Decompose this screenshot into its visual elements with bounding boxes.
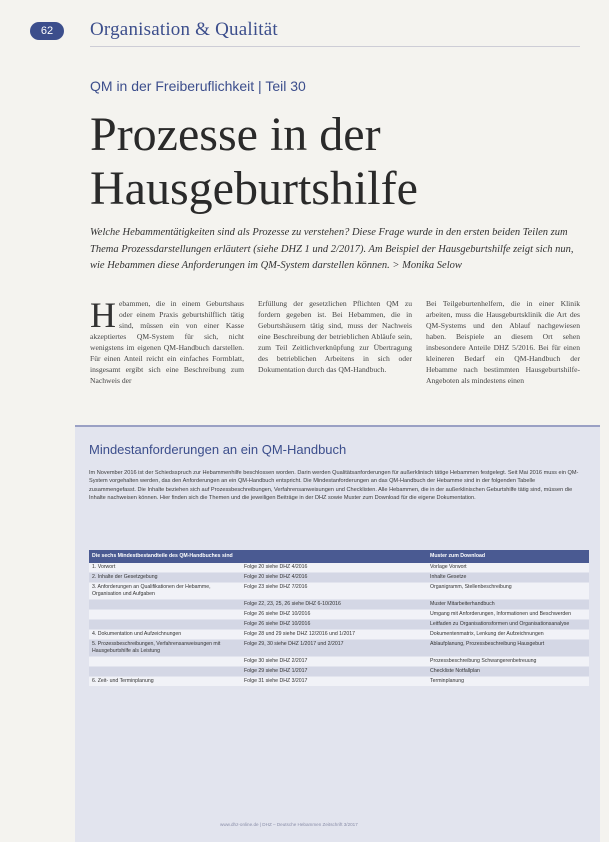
table-cell: Folge 30 siehe DHZ 2/2017: [241, 657, 427, 667]
column-3-text: Bei Teilgeburtenhelfern, die in einer Klinik arbeiten, muss die Hausgeburtsklinik die Art des QM-Systems und den Ablauf nachgewiesen haben. Beispiele an diesem Ort sehen insbesondere Anteile DHZ 5/2016. Bei für einen kleineren Bedarf ein QM-Handbuch der Hebamme nach bestimmten Hausgeburtshilfe-Angeboten als mindestens einen: [426, 299, 580, 385]
table-cell: 3. Anforderungen an Qualifikationen der Hebamme, Organisation und Aufgaben: [89, 583, 241, 600]
table-row: [89, 563, 589, 573]
info-box-rule: [75, 425, 600, 427]
table-cell: Checkliste Notfallplan: [427, 667, 589, 677]
table-cell: 6. Zeit- und Terminplanung: [89, 677, 241, 687]
body-column-2: [258, 298, 412, 386]
table-cell: Folge 28 und 29 siehe DHZ 12/2016 und 1/2017: [241, 630, 427, 640]
drop-cap: H: [90, 295, 116, 335]
table-cell: Folge 26 siehe DHZ 10/2016: [241, 620, 427, 630]
table-header-row: [89, 550, 589, 563]
table-row: [89, 657, 589, 667]
requirements-table: [89, 550, 589, 687]
table-row: [89, 677, 589, 687]
table-cell: Folge 22, 23, 25, 26 siehe DHZ 6-10/2016: [241, 600, 427, 610]
table-row: [89, 600, 589, 610]
table-row: [89, 640, 589, 657]
table-cell: Folge 20 siehe DHZ 4/2016: [241, 563, 427, 573]
column-2-text: Erfüllung der gesetzlichen Pflichten QM zu fordern gegeben ist. Bei Hebammen, die in Geburtshäusern tätig sind, muss der Nachweis eine Beschreibung der betrieblichen Abläufe sein, zum Teil Zeitlichverknüpfung zur Übertragung des betrieblichen Arbeitens in sich oder Dokumentation durch das QM-Handbuch.: [258, 299, 412, 374]
table-header-cell: Die sechs Mindestbestandteile des QM-Handbuches sind: [89, 550, 241, 563]
title-line-1: Prozesse in der: [90, 108, 381, 161]
table-cell: Folge 26 siehe DHZ 10/2016: [241, 610, 427, 620]
table-cell: Folge 29 siehe DHZ 1/2017: [241, 667, 427, 677]
body-column-3: [426, 298, 580, 386]
table-cell: Folge 23 siehe DHZ 7/2016: [241, 583, 427, 600]
info-box-title: Mindestanforderungen an ein QM-Handbuch: [89, 442, 347, 457]
table-header-cell: Muster zum Download: [427, 550, 589, 563]
table-cell: [89, 610, 241, 620]
table-row: [89, 620, 589, 630]
body-columns: [90, 295, 580, 386]
body-column-1: [90, 295, 244, 386]
table-cell: [89, 667, 241, 677]
series-kicker: QM in der Freiberuflichkeit | Teil 30: [90, 78, 306, 94]
table-cell: 1. Vorwort: [89, 563, 241, 573]
table-cell: Organigramm, Stellenbeschreibung: [427, 583, 589, 600]
table-cell: 2. Inhalte der Gesetzgebung: [89, 573, 241, 583]
table-cell: Folge 31 siehe DHZ 3/2017: [241, 677, 427, 687]
header-rule: [90, 46, 580, 47]
table-cell: Vorlage Vorwort: [427, 563, 589, 573]
table-row: [89, 583, 589, 600]
column-1-text: ebammen, die in einem Geburtshaus oder einem Praxis geburtshilflich tätig sind, müssen ein von einer Kasse akzeptiertes QM-System für sich, nicht wenigstens im eigenen QM-Handbuch darstellen. Für einen Anteil reicht ein einfaches Formblatt, insgesamt ergibt sich eine Beschreibung zum Nachweis der: [90, 299, 244, 385]
lead-paragraph: Welche Hebammentätigkeiten sind als Prozesse zu verstehen? Diese Frage wurde in den ersten beiden Teilen zum Thema Prozessdarstellungen erläutert (siehe DHZ 1 und 2/2017). Am Beispiel der Hausgeburtshilfe zeigt sich nun, wie Hebammen diese Anforderungen im QM-System darstellen können. > Monika Selow: [90, 227, 574, 271]
table-row: [89, 667, 589, 677]
table-cell: Leitfaden zu Organisationsformen und Organisationsanalyse: [427, 620, 589, 630]
table-cell: Prozessbeschreibung Schwangerenbetreuung: [427, 657, 589, 667]
table-cell: Folge 20 siehe DHZ 4/2016: [241, 573, 427, 583]
table-body: [89, 563, 589, 687]
table-cell: 5. Prozessbeschreibungen, Verfahrensanweisungen mit Hausgeburtshilfe als Leistung: [89, 640, 241, 657]
article-title: [90, 108, 418, 216]
table-cell: Dokumentenmatrix, Lenkung der Aufzeichnungen: [427, 630, 589, 640]
table-cell: Folge 29, 30 siehe DHZ 1/2017 und 2/2017: [241, 640, 427, 657]
page-number-badge: 62: [30, 22, 64, 40]
table-cell: 4. Dokumentation und Aufzeichnungen: [89, 630, 241, 640]
table-cell: [89, 620, 241, 630]
table-row: [89, 630, 589, 640]
section-title: Organisation & Qualität: [90, 19, 278, 40]
table-cell: Muster Mitarbeiterhandbuch: [427, 600, 589, 610]
table-cell: Terminplanung: [427, 677, 589, 687]
table-header-cell: [241, 550, 427, 563]
info-box-text: Im November 2016 ist der Schiedsspruch zur Hebammenhilfe beschlossen worden. Darin werden Qualitätsanforderungen für außerklinisch tätige Hebammen festgelegt. Seit Mai 2016 muss ein QM-System vorgehalten werden, das den Anforderungen an ein QM-Handbuch entspricht. Die Mindestanforderungen an das QM-Handbuch der Hebamme sind in der folgenden Tabelle zusammengefasst. Die Inhalte beziehen sich auf Prozessbeschreibungen, Verfahrensanweisungen und Checklisten. Alle Hebammen, die in der außerklinischen Geburtshilfe tätig sind, müssen die Inhalte nachweisen können. Hier finden sich die Themen und die jeweiligen Beiträge in der DHZ sowie Muster zum Download für die eigene Dokumentation.: [89, 470, 579, 502]
table-row: [89, 573, 589, 583]
table-cell: Inhalte Gesetze: [427, 573, 589, 583]
title-line-2: Hausgeburtshilfe: [90, 162, 418, 215]
table-cell: Ablaufplanung, Prozessbeschreibung Hausgeburt: [427, 640, 589, 657]
info-box: [75, 425, 600, 842]
table-cell: [89, 657, 241, 667]
page-footer: www.dhz-online.de | DHZ – Deutsche Hebammen Zeitschrift 3/2017: [220, 822, 358, 827]
table-cell: Umgang mit Anforderungen, Informationen und Beschwerden: [427, 610, 589, 620]
table-row: [89, 610, 589, 620]
table-cell: [89, 600, 241, 610]
